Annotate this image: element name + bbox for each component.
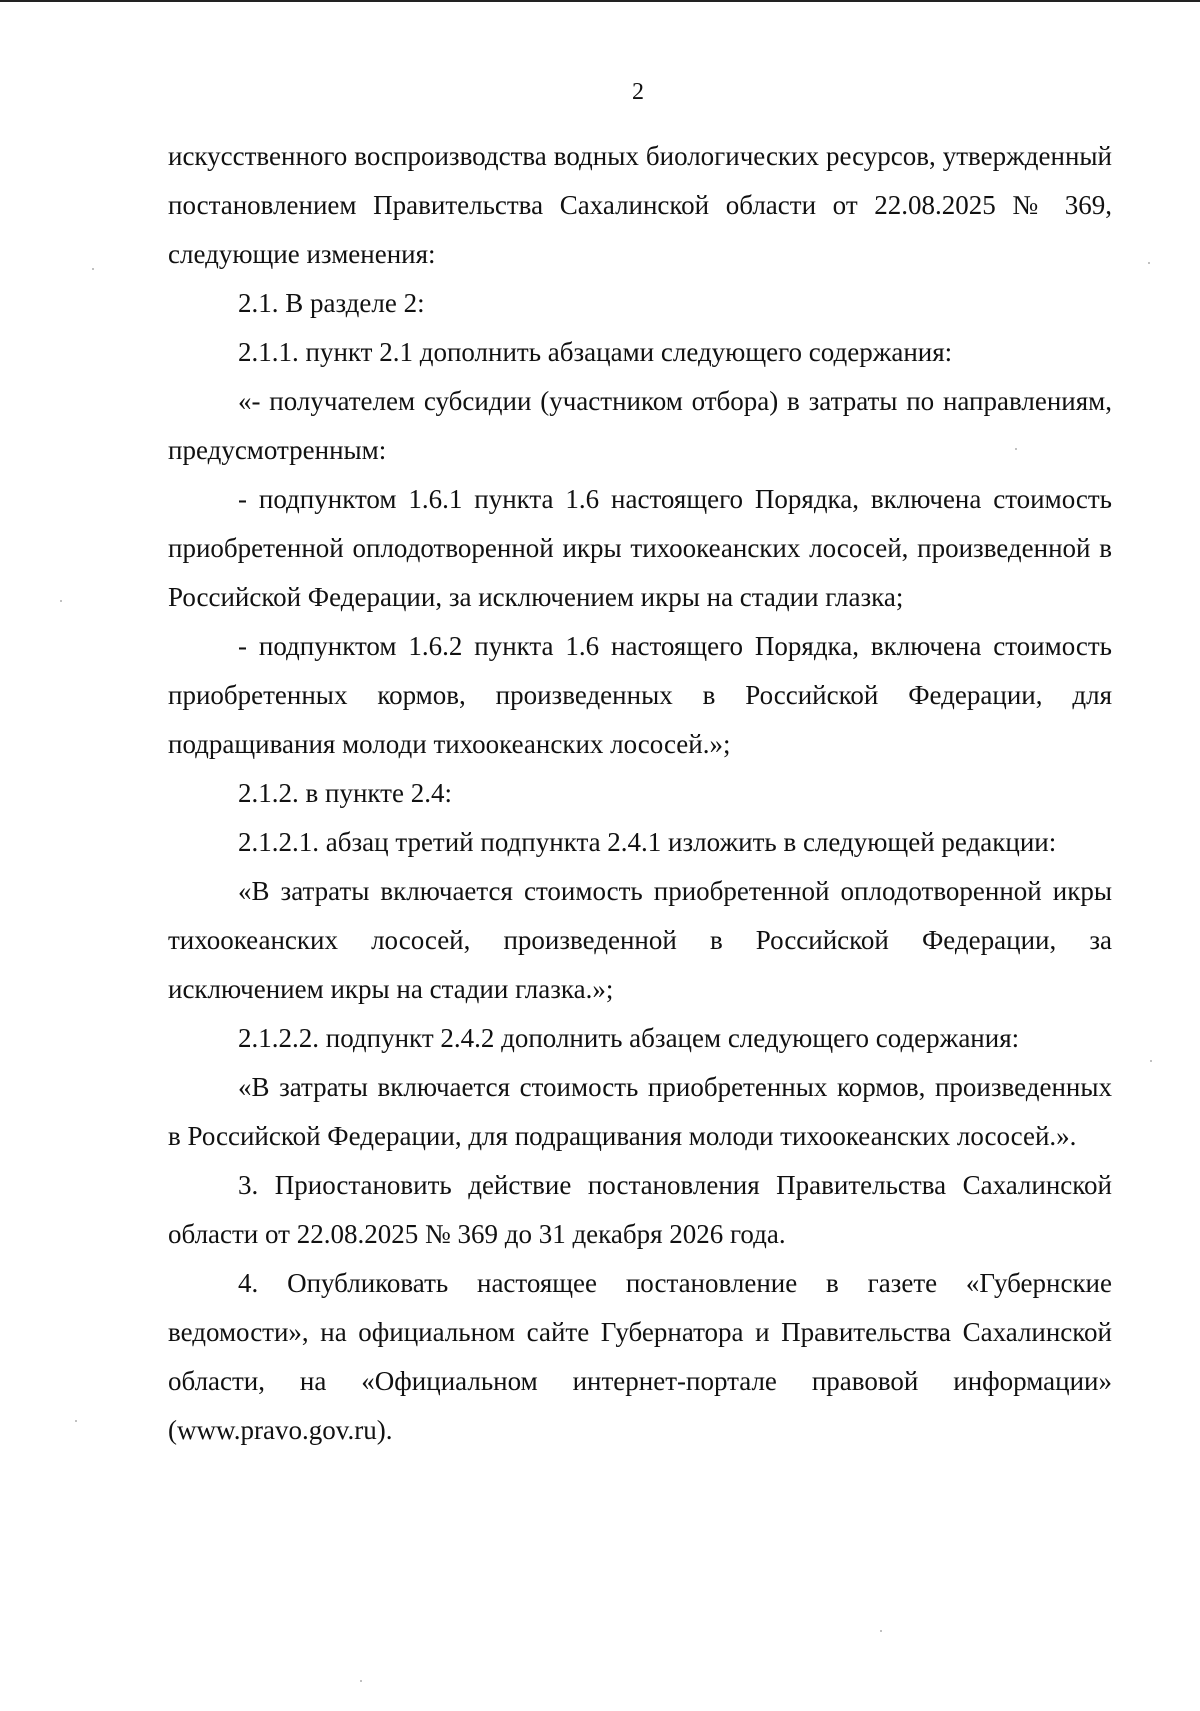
paragraph-continuation: искусственного воспроизводства водных биологических ресурсов, утвержденный постановлением Правительства Сахалинской области от 22.08.2025 № 369, следующие изменения: bbox=[168, 141, 1112, 269]
paragraph-quote-feed-costs: «В затраты включается стоимость приобретенных кормов, произведенных в Российской Федерации, для подращивания молоди тихоокеанских лососей.». bbox=[168, 1072, 1112, 1151]
paragraph-quote-roe-costs: «В затраты включается стоимость приобретенной оплодотворенной икры тихоокеанских лососей, произведенной в Российской Федерации, за исключением икры на стадии глазка.»; bbox=[168, 876, 1112, 1004]
scan-speck bbox=[360, 1680, 362, 1682]
paragraph-item-3-suspend: 3. Приостановить действие постановления Правительства Сахалинской области от 22.08.2025 № 369 до 31 декабря 2026 года. bbox=[168, 1170, 1112, 1249]
scan-speck bbox=[92, 268, 94, 270]
paragraph-item-2-1-1: 2.1.1. пункт 2.1 дополнить абзацами следующего содержания: bbox=[238, 337, 953, 367]
top-border-line bbox=[0, 0, 1200, 2]
paragraph-item-2-1-2-2: 2.1.2.2. подпункт 2.4.2 дополнить абзацем следующего содержания: bbox=[238, 1023, 1020, 1053]
paragraph-item-4-publish: 4. Опубликовать настоящее постановление в газете «Губернские ведомости», на официальном сайте Губернатора и Правительства Сахалинской области, на «Официальном интернет-портале правовой информации» (www.pravo.gov.ru). bbox=[168, 1268, 1112, 1445]
scan-speck bbox=[75, 1420, 77, 1422]
scan-speck bbox=[1148, 262, 1150, 264]
scan-speck bbox=[1015, 448, 1017, 450]
scan-speck bbox=[60, 600, 62, 602]
paragraph-subitem-1-6-2: - подпунктом 1.6.2 пункта 1.6 настоящего Порядка, включена стоимость приобретенных кормов, произведенных в Российской Федерации, для подращивания молоди тихоокеанских лососей.»; bbox=[168, 631, 1112, 759]
scan-speck bbox=[1150, 1060, 1152, 1062]
paragraph-item-2-1-2-1: 2.1.2.1. абзац третий подпункта 2.4.1 изложить в следующей редакции: bbox=[238, 827, 1057, 857]
paragraph-item-2-1-2: 2.1.2. в пункте 2.4: bbox=[238, 778, 452, 808]
page-number: 2 bbox=[632, 79, 644, 105]
document-body bbox=[168, 132, 1112, 1455]
scan-speck bbox=[880, 1630, 882, 1632]
paragraph-subitem-1-6-1: - подпунктом 1.6.1 пункта 1.6 настоящего Порядка, включена стоимость приобретенной оплодотворенной икры тихоокеанских лососей, произведенной в Российской Федерации, за исключением икры на стадии глазка; bbox=[168, 484, 1112, 612]
paragraph-section-2-1: 2.1. В разделе 2: bbox=[238, 288, 425, 318]
paragraph-quote-recipient: «- получателем субсидии (участником отбора) в затраты по направлениям, предусмотренным: bbox=[168, 386, 1112, 465]
